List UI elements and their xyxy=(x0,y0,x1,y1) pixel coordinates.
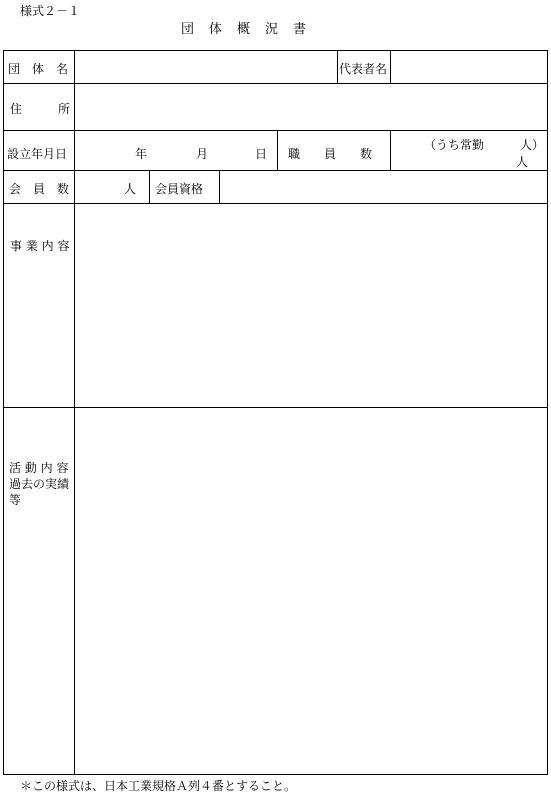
member-qualification-label: 会員資格 xyxy=(155,182,204,196)
group-name-label: 団 体 名 xyxy=(8,62,69,76)
month-label: 月 xyxy=(196,147,209,161)
member-count-field[interactable] xyxy=(78,173,118,201)
established-year-field[interactable] xyxy=(78,135,128,165)
footnote: ＊この様式は、日本工業規格Ａ列４番とすること。 xyxy=(20,779,297,793)
form-number: 様式２－１ xyxy=(20,4,81,18)
group-name-field[interactable] xyxy=(76,52,336,82)
address-field[interactable] xyxy=(76,85,546,129)
member-count-label: 会 員 数 xyxy=(9,182,70,196)
activities-field[interactable] xyxy=(76,409,546,773)
page-title: 団 体 概 況 書 xyxy=(181,22,308,37)
activities-label-3: 等 xyxy=(9,493,22,507)
activities-label-2: 過去の実績 xyxy=(9,477,70,491)
member-qualification-field[interactable] xyxy=(221,172,546,202)
staff-count-field[interactable] xyxy=(470,151,510,167)
representative-field[interactable] xyxy=(392,52,546,82)
business-label: 事 業 内 容 xyxy=(10,239,70,253)
established-month-field[interactable] xyxy=(150,135,190,165)
year-label: 年 xyxy=(135,147,148,161)
day-label: 日 xyxy=(255,147,268,161)
address-label-2: 所 xyxy=(58,102,71,116)
established-label: 設立年月日 xyxy=(7,147,68,161)
staff-unit-label: 人 xyxy=(516,155,529,169)
activities-label-1: 活 動 内 容 xyxy=(9,461,69,475)
full-time-label: （うち常勤 人） xyxy=(424,138,545,152)
business-field[interactable] xyxy=(76,205,546,406)
full-time-field[interactable] xyxy=(488,133,512,149)
address-label-1: 住 xyxy=(10,102,23,116)
member-unit-label: 人 xyxy=(124,182,137,196)
representative-label: 代表者名 xyxy=(339,62,388,76)
staff-count-label: 職 員 数 xyxy=(288,147,373,161)
established-day-field[interactable] xyxy=(212,135,252,165)
